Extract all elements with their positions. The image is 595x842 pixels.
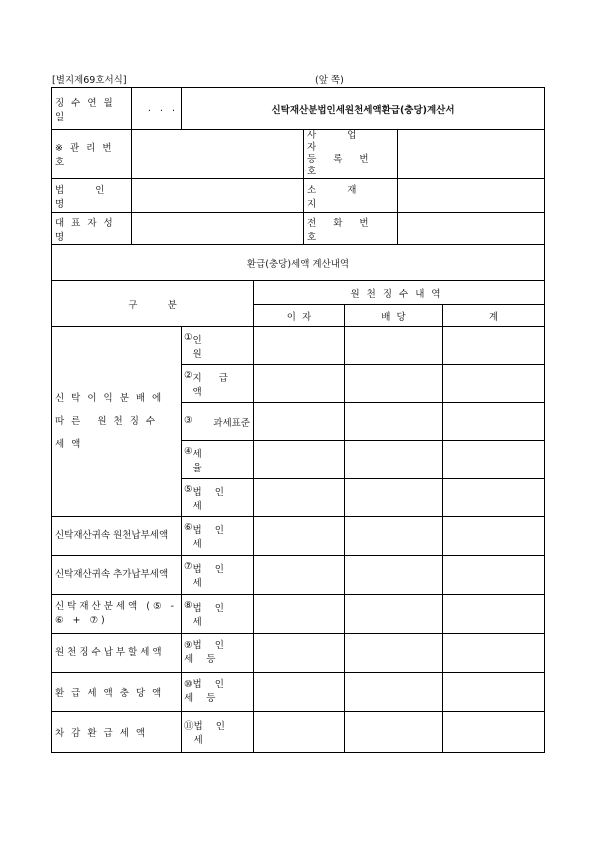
item-5-label — [182, 479, 254, 517]
item-4-number: ④ — [184, 445, 193, 457]
item-2-dividend[interactable] — [345, 365, 443, 403]
item-5-dividend[interactable] — [345, 479, 443, 517]
item-10-label — [182, 673, 254, 712]
item-7-interest[interactable] — [254, 556, 345, 595]
item-11-interest[interactable] — [254, 712, 345, 753]
item-2-total[interactable] — [443, 365, 545, 403]
corp-name-label: 법 인 명 — [52, 179, 132, 213]
table-row — [52, 517, 545, 556]
item-4-dividend[interactable] — [345, 441, 443, 479]
management-no-field[interactable] — [132, 130, 304, 179]
item-8-label — [182, 595, 254, 634]
item-1-total[interactable] — [443, 327, 545, 365]
form-title: 신탁재산분법인세원천세액환급(충당)계산서 — [182, 88, 545, 130]
item-1-interest[interactable] — [254, 327, 345, 365]
item-8-number: ⑧ — [184, 600, 193, 611]
corp-row — [52, 179, 545, 213]
item-10-name: 법 인 세 등 — [184, 679, 229, 704]
item-5-interest[interactable] — [254, 479, 345, 517]
item-11-label — [182, 712, 254, 753]
item-8-interest[interactable] — [254, 595, 345, 634]
business-reg-label — [304, 130, 398, 179]
item-7-dividend[interactable] — [345, 556, 443, 595]
dividend-column-header: 배 당 — [345, 305, 443, 327]
location-field[interactable] — [398, 179, 545, 213]
item-9-total[interactable] — [443, 634, 545, 673]
page-side-note: (앞 쪽) — [315, 75, 344, 86]
item-3-total[interactable] — [443, 403, 545, 441]
item-10-total[interactable] — [443, 673, 545, 712]
item-8-name: 법 인 세 — [192, 603, 229, 628]
table-row — [52, 634, 545, 673]
item-7-label — [182, 556, 254, 595]
item-6-total[interactable] — [443, 517, 545, 556]
total-column-header: 계 — [443, 305, 545, 327]
form-number: [별지제69호서식] — [52, 75, 127, 86]
item-11-dividend[interactable] — [345, 712, 443, 753]
title-row — [52, 88, 545, 130]
item-11-group-label: 차감환급세액 — [52, 712, 182, 753]
section-title-row — [52, 245, 545, 281]
item-8-dividend[interactable] — [345, 595, 443, 634]
item-3-interest[interactable] — [254, 403, 345, 441]
item-7-number: ⑦ — [184, 561, 193, 572]
item-7-group-label: 신탁재산귀속 추가납부세액 — [52, 556, 182, 595]
calculation-form — [51, 87, 545, 753]
collection-date-field[interactable]: . . . — [132, 88, 182, 130]
item-1-dividend[interactable] — [345, 327, 443, 365]
management-no-label: ※관리번호 — [52, 130, 132, 179]
group-1-label: 신탁이익분배에 따른 원천징수세액 — [52, 327, 182, 517]
section-title: 환급(충당)세액 계산내역 — [52, 245, 545, 281]
item-1-name: 인 원 — [192, 334, 220, 360]
item-9-name: 법 인 세 등 — [184, 640, 229, 665]
item-6-number: ⑥ — [184, 522, 193, 533]
item-11-total[interactable] — [443, 712, 545, 753]
item-3-label — [182, 403, 254, 441]
phone-field[interactable] — [398, 213, 545, 245]
item-6-group-label: 신탁재산귀속 원천납부세액 — [52, 517, 182, 556]
collection-date-label: 징수연월일 — [52, 88, 132, 130]
table-header-row-1 — [52, 281, 545, 305]
item-10-dividend[interactable] — [345, 673, 443, 712]
item-9-number: ⑨ — [184, 640, 193, 651]
item-9-label — [182, 634, 254, 673]
phone-label: 전 화 번 호 — [304, 213, 398, 245]
item-8-total[interactable] — [443, 595, 545, 634]
item-9-interest[interactable] — [254, 634, 345, 673]
table-row — [52, 712, 545, 753]
table-row — [52, 556, 545, 595]
item-6-dividend[interactable] — [345, 517, 443, 556]
item-10-number: ⑩ — [184, 679, 193, 690]
item-9-group-label: 원천징수납부할세액 — [52, 634, 182, 673]
interest-column-header: 이 자 — [254, 305, 345, 327]
item-11-number: ⑪ — [184, 721, 194, 732]
item-5-number: ⑤ — [184, 483, 193, 495]
item-6-interest[interactable] — [254, 517, 345, 556]
item-8-group-label: 신탁재산분세액 (⑤ - ⑥ + ⑦) — [52, 595, 182, 634]
business-reg-label-line2: 등 록 번 호 — [307, 154, 376, 177]
item-2-label — [182, 365, 254, 403]
item-3-number: ③ — [184, 414, 193, 426]
item-2-interest[interactable] — [254, 365, 345, 403]
withholding-details-header: 원천징수내역 — [254, 281, 545, 305]
corp-name-field[interactable] — [132, 179, 304, 213]
representative-field[interactable] — [132, 213, 304, 245]
item-6-label — [182, 517, 254, 556]
item-2-number: ② — [184, 369, 193, 381]
item-2-name: 지 급 액 — [192, 372, 235, 398]
representative-row — [52, 213, 545, 245]
item-4-total[interactable] — [443, 441, 545, 479]
item-3-name: 과세표준 — [213, 417, 250, 429]
item-7-total[interactable] — [443, 556, 545, 595]
location-label: 소 재 지 — [304, 179, 398, 213]
item-10-interest[interactable] — [254, 673, 345, 712]
item-4-name: 세 율 — [192, 448, 220, 474]
item-11-name: 법 인 세 — [193, 721, 230, 746]
item-4-interest[interactable] — [254, 441, 345, 479]
item-4-label — [182, 441, 254, 479]
item-6-name: 법 인 세 — [192, 525, 229, 550]
table-row — [52, 673, 545, 712]
representative-label: 대표자성명 — [52, 213, 132, 245]
item-1-number: ① — [184, 331, 193, 343]
category-header: 구 분 — [52, 281, 254, 327]
item-3-dividend[interactable] — [345, 403, 443, 441]
item-5-total[interactable] — [443, 479, 545, 517]
item-7-name: 법 인 세 — [192, 564, 229, 589]
business-reg-label-line1: 사 업 자 — [307, 130, 371, 153]
table-row — [52, 595, 545, 634]
table-row — [52, 327, 545, 365]
item-5-name: 법 인 세 — [192, 486, 229, 512]
item-1-label — [182, 327, 254, 365]
business-reg-field[interactable] — [398, 130, 545, 179]
management-row — [52, 130, 545, 179]
item-9-dividend[interactable] — [345, 634, 443, 673]
item-10-group-label: 환급세액충당액 — [52, 673, 182, 712]
